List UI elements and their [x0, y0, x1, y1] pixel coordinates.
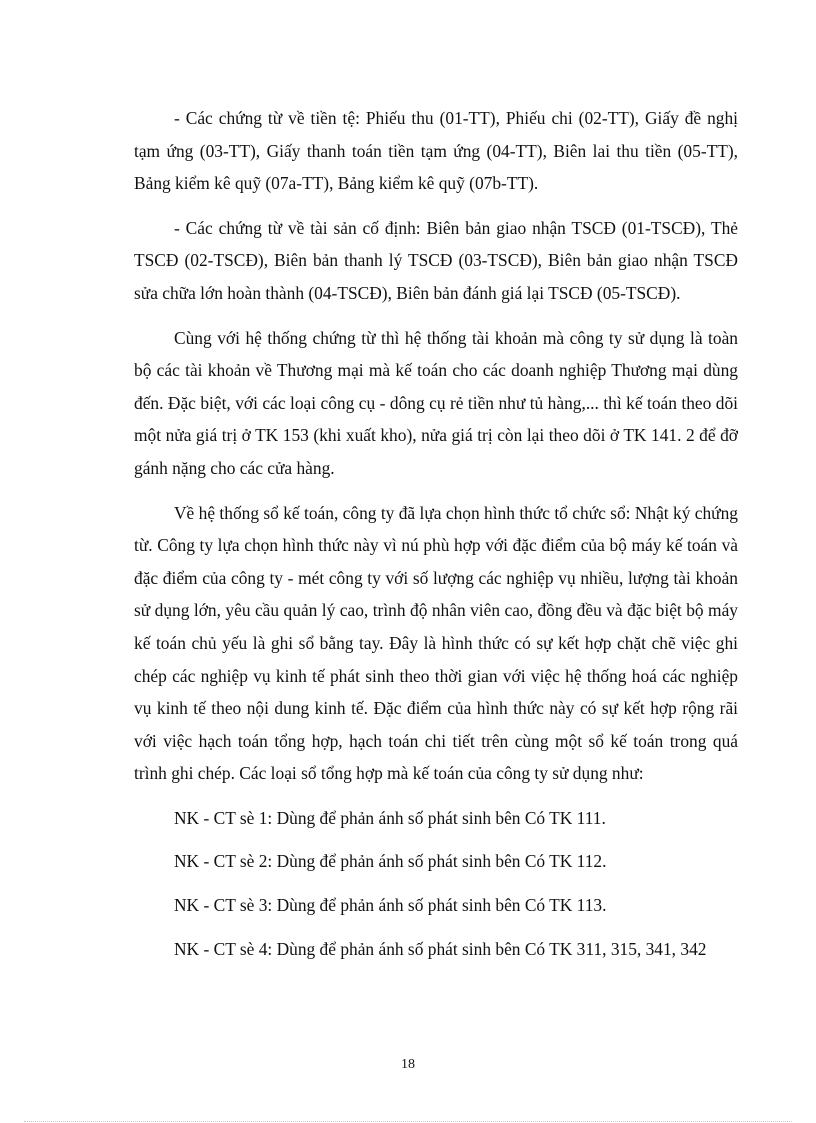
paragraph-monetary-vouchers: - Các chứng từ về tiền tệ: Phiếu thu (01-TT), Phiếu chi (02-TT), Giấy đề nghị tạm ứng (03-TT), Giấy thanh toán tiền tạm ứng (04-TT), Biên lai thu tiền (05-TT), Bảng kiểm kê quỹ (07a-TT), Bảng kiểm kê quỹ (07b-TT). — [134, 108, 738, 194]
journal-line-4: NK - CT sè 4: Dùng để phản ánh số phát sinh bên Có TK 311, 315, 341, 342 — [174, 938, 707, 959]
journal-line-1: NK - CT sè 1: Dùng để phản ánh số phát sinh bên Có TK 111. — [174, 807, 606, 828]
journal-line-3: NK - CT sè 3: Dùng để phản ánh số phát sinh bên Có TK 113. — [174, 895, 607, 916]
document-body — [134, 102, 738, 976]
page-number: 18 — [401, 1057, 415, 1072]
paragraph-account-system: Cùng với hệ thống chứng từ thì hệ thống tài khoản mà công ty sử dụng là toàn bộ các tài khoản về Thương mại mà kế toán cho các doanh nghiệp Thương mại dùng đến. Đặc biệt, với các loại công cụ - dông cụ rẻ tiền như tủ hàng,... thì kế toán theo dõi một nửa giá trị ở TK 153 (khi xuất kho), nửa giá trị còn lại theo dõi ở TK 141. 2 để đỡ gánh nặng cho các cửa hàng. — [134, 327, 738, 478]
paragraph-fixed-asset-vouchers: - Các chứng từ về tài sản cố định: Biên bản giao nhận TSCĐ (01-TSCĐ), Thẻ TSCĐ (02-TSCĐ), Biên bản thanh lý TSCĐ (03-TSCĐ), Biên bản giao nhận TSCĐ sửa chữa lớn hoàn thành (04-TSCĐ), Biên bản đánh giá lại TSCĐ (05-TSCĐ). — [134, 217, 738, 303]
page-bottom-divider — [24, 1121, 792, 1122]
journal-line-2: NK - CT sè 2: Dùng để phản ánh số phát sinh bên Có TK 112. — [174, 851, 607, 872]
paragraph-ledger-system: Về hệ thống sổ kế toán, công ty đã lựa chọn hình thức tổ chức sổ: Nhật ký chứng từ. Công ty lựa chọn hình thức này vì nú phù hợp với đặc điểm của bộ máy kế toán và đặc điểm của công ty - mét công ty với số lượng các nghiệp vụ nhiều, lượng tài khoản sử dụng lớn, yêu cầu quản lý cao, trình độ nhân viên cao, đồng đều và đặc biệt bộ máy kế toán chủ yếu là ghi sổ bằng tay. Đây là hình thức có sự kết hợp chặt chẽ việc ghi chép các nghiệp vụ kinh tế phát sinh theo thời gian với việc hệ thống hoá các nghiệp vụ kinh tế theo nội dung kinh tế. Đặc điểm của hình thức này có sự kết hợp rộng rãi với việc hạch toán tổng hợp, hạch toán chi tiết trên cùng một sổ kế toán trong quá trình ghi chép. Các loại sổ tổng hợp mà kế toán của công ty sử dụng như: — [134, 502, 738, 784]
